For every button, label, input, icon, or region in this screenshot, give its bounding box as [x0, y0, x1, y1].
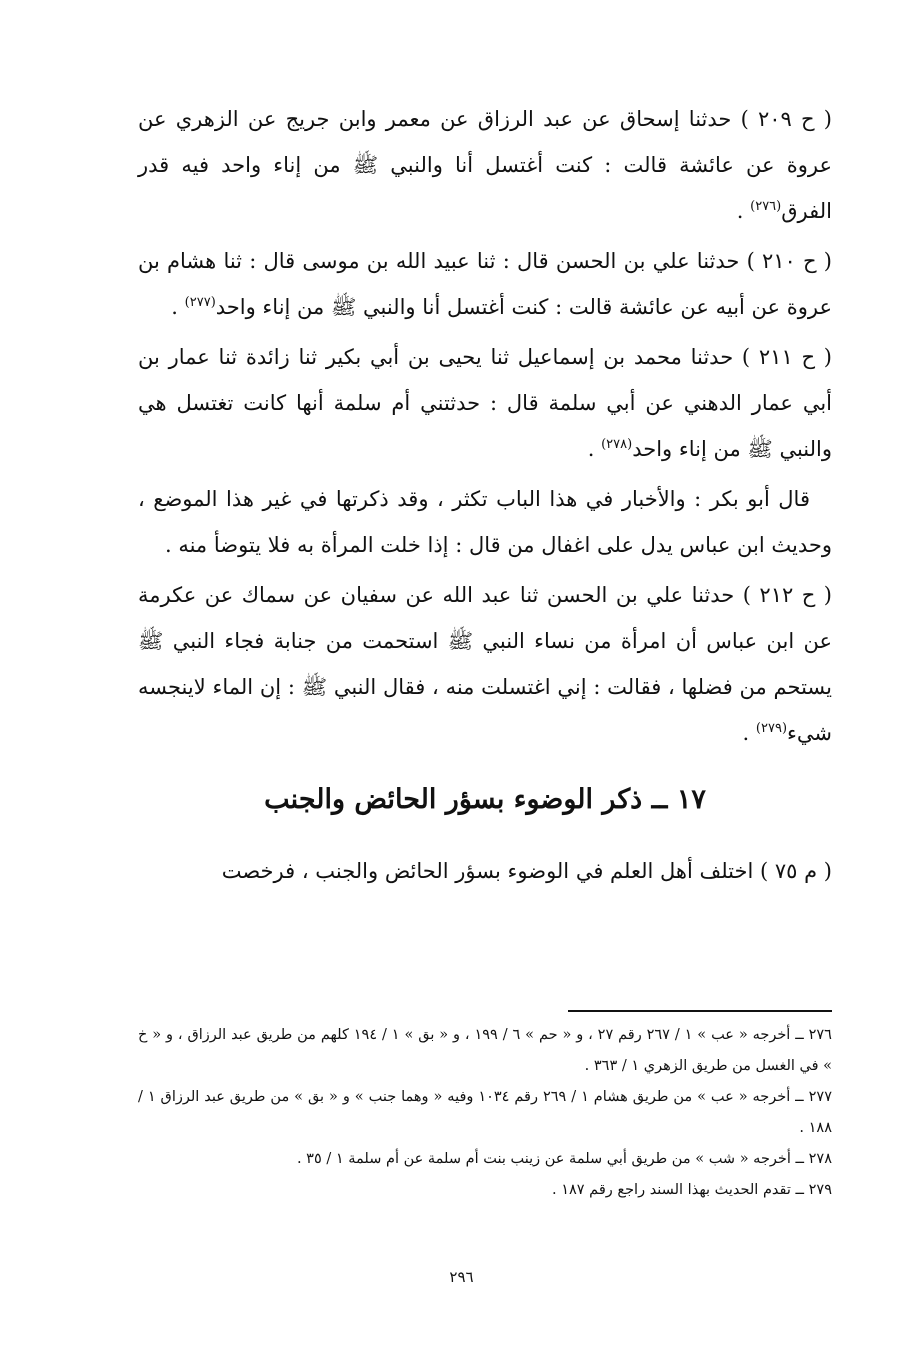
paragraph-text: ( ح ٢١٢ ) حدثنا علي بن الحسن ثنا عبد الله عن سفيان عن سماك عن عكرمة عن ابن عباس أن امرأة من نساء النبي ﷺ استحمت من جنابة فجاء النبي ﷺ يستحم من فضلها ، فقالت : إني اغتسلت منه ، فقال النبي ﷺ : إن الماء لاينجسه شيء	[138, 583, 832, 745]
paragraph-text: قال أبو بكر : والأخبار في هذا الباب تكثر ، وقد ذكرتها في غير هذا الموضع ، وحديث ابن عباس يدل على اغفال من قال : إذا خلت المرأة به فلا يتوضأ منه .	[138, 487, 832, 557]
paragraph-end: .	[171, 295, 185, 319]
main-text	[138, 96, 832, 898]
masala-paragraph-75: ( م ٧٥ ) اختلف أهل العلم في الوضوء بسؤر الحائض والجنب ، فرخصت	[221, 859, 832, 883]
commentary-paragraph	[138, 476, 832, 568]
footnote-279: ٢٧٩ ــ تقدم الحديث بهذا السند راجع رقم ١٨٧ .	[551, 1182, 832, 1198]
hadith-paragraph-209	[138, 96, 832, 234]
footnote-divider	[568, 1010, 832, 1012]
hadith-paragraph-211	[138, 334, 832, 472]
paragraph-text: ( ح ٢٠٩ ) حدثنا إسحاق عن عبد الرزاق عن معمر وابن جريج عن الزهري عن عروة عن عائشة قالت : كنت أغتسل أنا والنبي ﷺ من إناء واحد فيه قدر الفرق	[138, 107, 832, 223]
footnote-ref-276: (٢٧٦)	[750, 199, 782, 214]
hadith-paragraph-210	[138, 238, 832, 330]
footnotes	[138, 1020, 832, 1206]
paragraph-text: ( ح ٢١٠ ) حدثنا علي بن الحسن قال : ثنا عبيد الله بن موسى قال : ثنا هشام بن عروة عن أبيه عن عائشة قالت : كنت أغتسل أنا والنبي ﷺ من إناء واحد	[138, 249, 832, 319]
footnote-278: ٢٧٨ ــ أخرجه « شب » من طريق أبي سلمة عن زينب بنت أم سلمة عن أم سلمة ١ / ٣٥ .	[296, 1151, 832, 1167]
page-number: ٢٩٦	[449, 1268, 474, 1286]
paragraph-end: .	[736, 199, 751, 223]
paragraph-end: .	[587, 437, 602, 461]
hadith-paragraph-212	[138, 572, 832, 756]
footnote-277: ٢٧٧ ــ أخرجه « عب » من طريق هشام ١ / ٢٦٩ رقم ١٠٣٤ وفيه « وهما جنب » و « بق » من طريق عبد الرزاق ١ / ١٨٨ .	[138, 1089, 832, 1136]
footnote-276: ٢٧٦ ــ أخرجه « عب » ١ / ٢٦٧ رقم ٢٧ ، و « حم » ٦ / ١٩٩ ، و « بق » ١ / ١٩٤ كلهم من طريق عبد الرزاق ، و « خ » في الغسل من طريق الزهري ١ / ٣٦٣ .	[138, 1027, 832, 1074]
footnote-ref-277: (٢٧٧)	[184, 295, 216, 310]
footnote-ref-278: (٢٧٨)	[601, 437, 633, 452]
paragraph-text: ( ح ٢١١ ) حدثنا محمد بن إسماعيل ثنا يحيى بن أبي بكير ثنا زائدة ثنا عمار بن أبي عمار الدهني عن أبي سلمة قال : حدثتني أم سلمة أنها كانت تغتسل هي والنبي ﷺ من إناء واحد	[138, 345, 832, 461]
section-title: ١٧ ــ ذكر الوضوء بسؤر الحائض والجنب	[264, 784, 706, 815]
footnote-ref-279: (٢٧٩)	[755, 721, 788, 736]
paragraph-end: .	[742, 721, 756, 745]
